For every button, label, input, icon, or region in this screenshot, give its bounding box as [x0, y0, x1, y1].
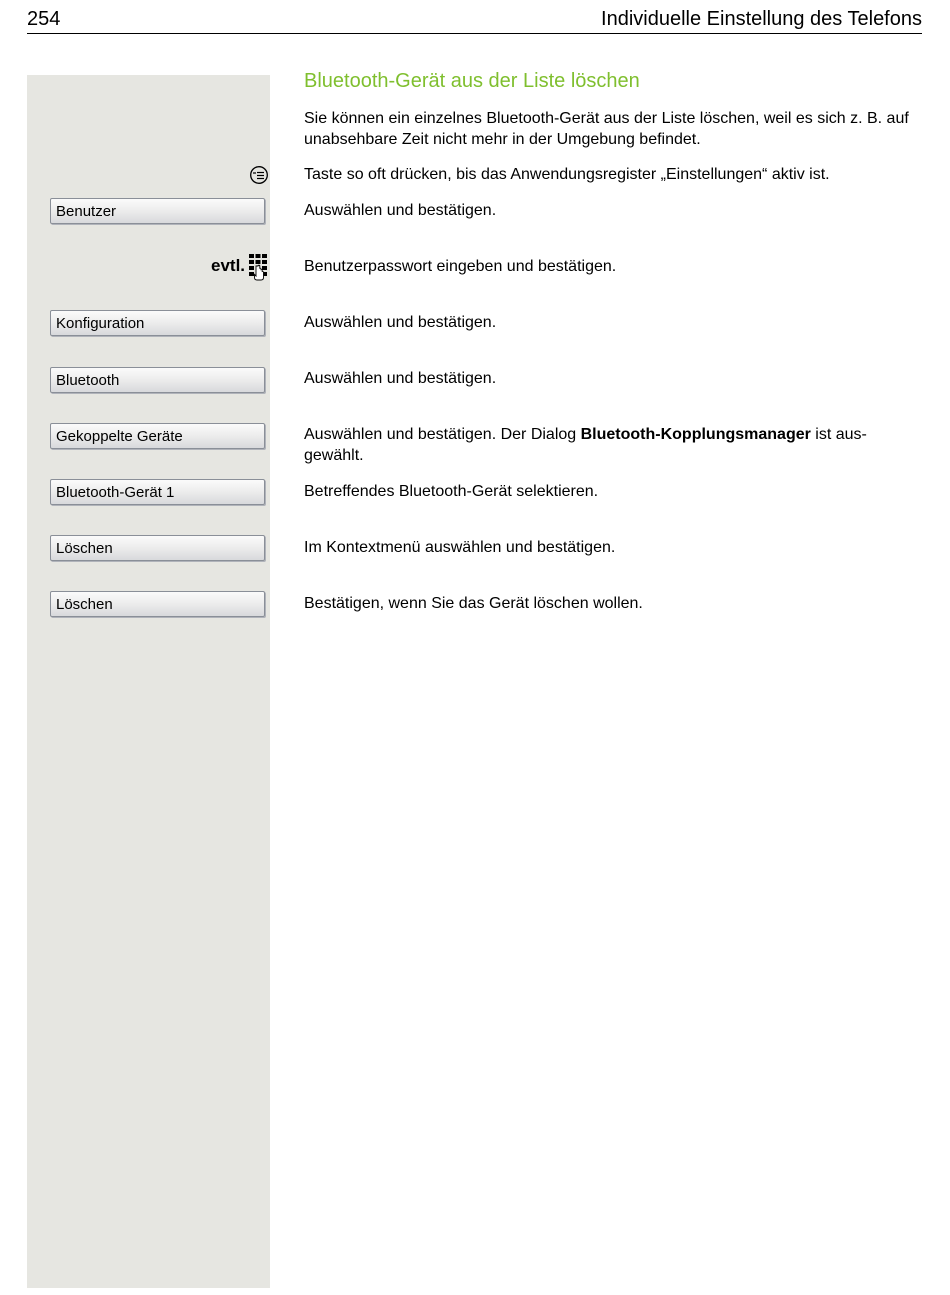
gekoppelte-geraete-button[interactable]: Gekoppelte Geräte — [50, 423, 265, 449]
keypad-icon — [248, 253, 268, 281]
step-password: Benutzerpasswort eingeben und bestätigen. — [304, 258, 617, 275]
step-menu-key: Taste so oft drücken, bis das Anwendungsregister „Einstellungen“ aktiv ist. — [304, 166, 830, 183]
intro-text: Sie können ein einzelnes Bluetooth-Gerät aus der Liste löschen, weil es sich z. B. auf unabsehbare Zeit nicht mehr in der Umgebung befindet. — [304, 110, 909, 148]
section-title: Bluetooth-Gerät aus der Liste löschen — [304, 70, 640, 92]
loeschen-confirm-button[interactable]: Löschen — [50, 591, 265, 617]
benutzer-button[interactable]: Benutzer — [50, 198, 265, 224]
step-gekoppelte-geraete — [304, 424, 924, 466]
step-benutzer: Auswählen und bestätigen. — [304, 202, 497, 219]
page-header — [27, 6, 922, 34]
konfiguration-button[interactable]: Konfiguration — [50, 310, 265, 336]
page-number: 254 — [27, 8, 61, 30]
bluetooth-geraet-1-button[interactable]: Bluetooth-Gerät 1 — [50, 479, 265, 505]
step-gekoppelte-pre: Auswählen und bestätigen. Der Dialog — [304, 426, 581, 443]
step-bluetooth: Auswählen und bestätigen. — [304, 370, 497, 387]
step-konfiguration: Auswählen und bestätigen. — [304, 314, 497, 331]
bluetooth-button[interactable]: Bluetooth — [50, 367, 265, 393]
optional-label: evtl. — [211, 256, 246, 275]
step-loeschen-confirm: Bestätigen, wenn Sie das Gerät löschen wollen. — [304, 595, 643, 612]
dialog-name: Bluetooth-Kopplungsmanager — [580, 426, 811, 443]
menu-key-icon — [249, 165, 269, 185]
step-loeschen-context: Im Kontextmenü auswählen und bestätigen. — [304, 539, 616, 556]
chapter-title: Individuelle Einstellung des Telefons — [601, 8, 922, 30]
loeschen-context-button[interactable]: Löschen — [50, 535, 265, 561]
step-geraet: Betreffendes Bluetooth-Gerät selektieren. — [304, 483, 599, 500]
step-gekoppelte-post: ist aus-gewählt. — [304, 426, 867, 464]
